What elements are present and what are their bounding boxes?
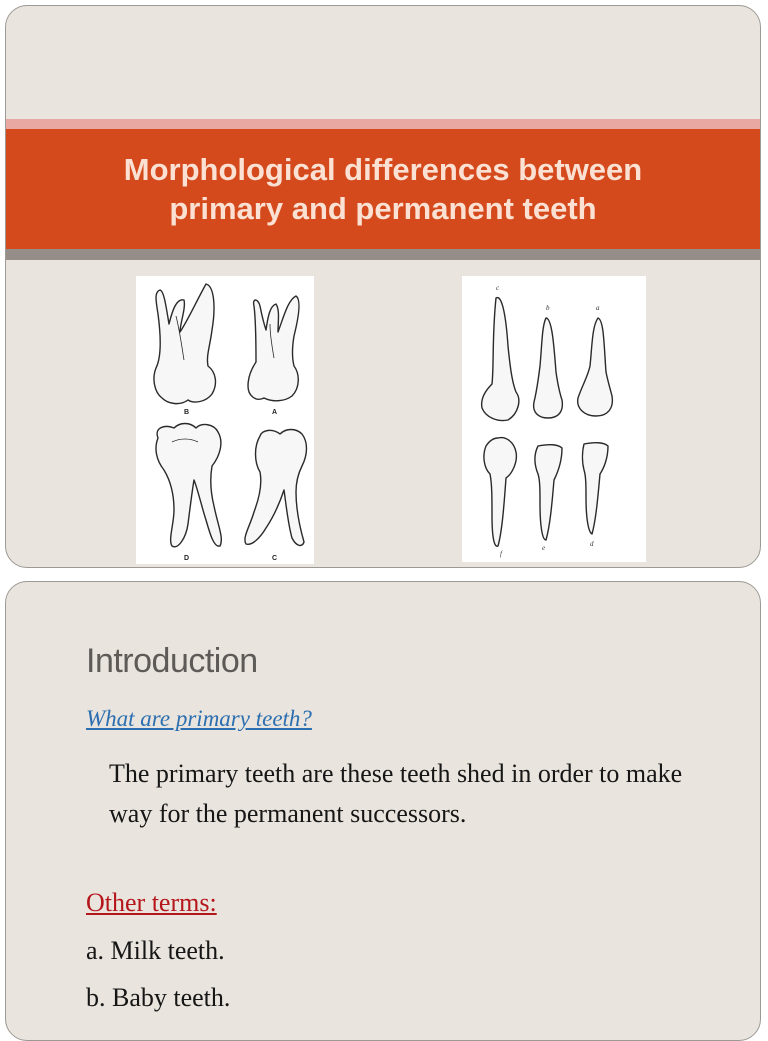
label-tooth-e: e (542, 544, 546, 552)
label-tooth-a: a (596, 304, 600, 312)
answer-paragraph: The primary teeth are these teeth shed in order to make way for the permanent successors. (109, 759, 683, 828)
term-item: a. Milk teeth. (86, 936, 225, 965)
molar-c-shape (245, 430, 307, 546)
other-terms-heading: Other terms: (86, 888, 217, 917)
molar-d-shape (156, 424, 221, 547)
molar-a-shape (248, 296, 299, 401)
molar-b-shape (154, 284, 215, 404)
label-molar-a: A (272, 409, 278, 416)
tooth-b-upper (534, 318, 563, 418)
title-band (6, 129, 760, 249)
label-tooth-b: b (546, 304, 550, 312)
incisor-drawing (462, 276, 646, 562)
slide-title (124, 150, 642, 228)
tooth-e-lower (535, 445, 562, 540)
label-molar-c: C (272, 555, 278, 562)
section-heading: Introduction (86, 642, 258, 680)
slide-title-line-1: Morphological differences between (123, 152, 643, 187)
tooth-a-upper (578, 318, 613, 416)
label-tooth-f: f (500, 550, 502, 558)
label-tooth-d: d (590, 540, 594, 548)
question-link[interactable]: What are primary teeth? (86, 706, 312, 731)
term-item: b. Baby teeth. (86, 983, 231, 1012)
molar-teeth-illustration (136, 276, 314, 564)
slide-title-line-2: primary and permanent teeth (169, 191, 597, 226)
incisor-teeth-illustration (462, 276, 646, 562)
molar-drawing (136, 276, 314, 564)
label-tooth-c: c (496, 284, 500, 292)
title-slide (5, 5, 761, 568)
label-molar-d: D (184, 555, 190, 562)
tooth-c-upper (482, 298, 519, 421)
label-molar-b: B (184, 409, 190, 416)
tooth-d-lower (583, 443, 609, 534)
introduction-slide (5, 581, 761, 1041)
title-band-accent (6, 119, 760, 129)
tooth-f-lower (484, 438, 516, 547)
title-band-shadow (6, 249, 760, 260)
